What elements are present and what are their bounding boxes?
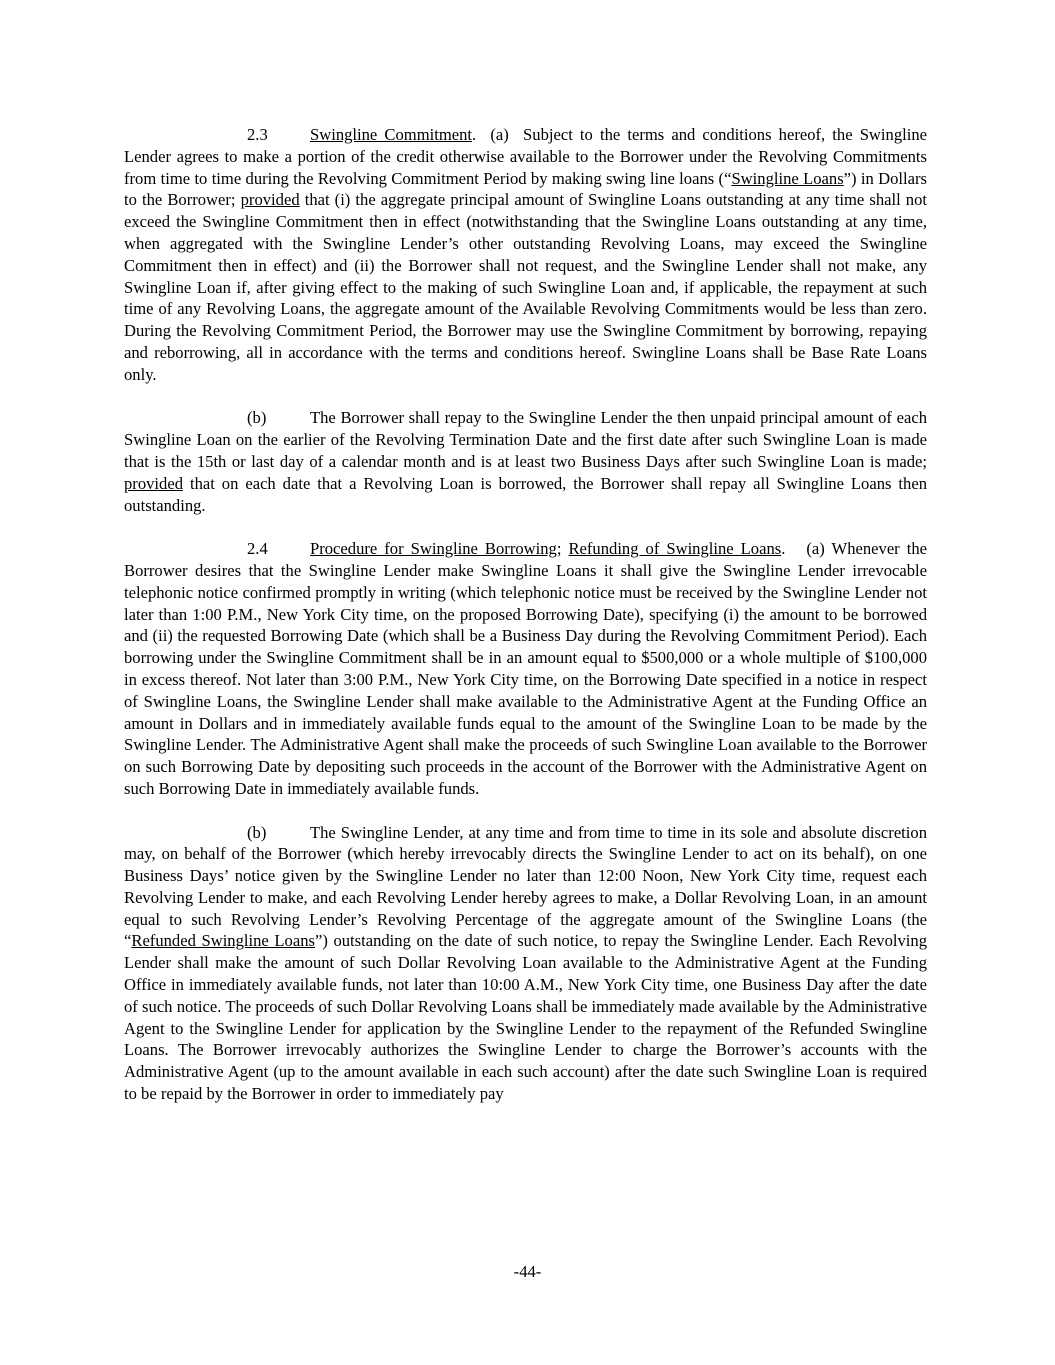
section-heading: Refunding of Swingline Loans — [568, 539, 782, 559]
paragraph-text: The Swingline Lender, at any time and from time to time in its sole and absolute discretion may, on behalf of the Borrower (which hereby irrevocably directs the Swingline Lender to act on its behalf), on one Business Days’ notice given by the Swingline Lender no later than 12:00 Noon, New York City time, request each Revolving Lender to make, and each Revolving Lender hereby agrees to make, a Dollar Revolving Loan, in an amount equal to such Revolving Lender’s Revolving Percentage of the aggregate amount of the Swingline Loans (the “ — [124, 822, 927, 951]
defined-term: Refunded Swingline Loans — [131, 931, 315, 951]
subsection-label: (b) — [247, 822, 267, 842]
defined-term: Swingline Loans — [731, 168, 844, 188]
subsection-label: (b) — [247, 408, 267, 428]
section-2-4-paragraph-b — [124, 822, 927, 1105]
section-2-4-paragraph-a: 2.4 Procedure for Swingline Borrowing; Refunding of Swingline Loans. (a) Whenever the Borrower desires that the Swingline Lender make Swingline Loans it shall give the Swingline Lender irrevocable telephonic notice confirmed promptly in writing (which telephonic notice must be received by the Swingline Lender not later than 1:00 P.M., New York City time, on the proposed Borrowing Date), specifying (i) the amount to be borrowed and (ii) the requested Borrowing Date (which shall be a Business Day during the Revolving Commitment Period). Each borrowing under the Swingline Commitment shall be in an amount equal to $500,000 or a whole multiple of $100,000 in excess thereof. Not later than 3:00 P.M., New York City time, on the Borrowing Date specified in a notice in respect of Swingline Loans, the Swingline Lender shall make available to the Administrative Agent at the Funding Office an amount in Dollars and in immediately available funds equal to the amount of the Swingline Loan to be made by the Swingline Lender. The Administrative Agent shall make the proceeds of such Swingline Loan available to the Borrower on such Borrowing Date by depositing such proceeds in the account of the Borrower with the Administrative Agent on such Borrowing Date in immediately available funds. — [124, 539, 927, 798]
provided-term: provided — [240, 190, 300, 210]
document-body — [124, 124, 927, 1105]
section-2-3-paragraph-a: 2.3 Swingline Commitment. (a) Subject to the terms and conditions hereof, the Swingline Lender agrees to make a portion of the credit otherwise available to the Borrower under the Revolving Commitments from time to time during the Revolving Commitment Period by making swing line loans (“Swingline Loans”) in Dollars to the Borrower; provided that (i) the aggregate principal amount of Swingline Loans outstanding at any time shall not exceed the Swingline Commitment then in effect (notwithstanding that the Swingline Loans outstanding at any time, when aggregated with the Swingline Lender’s other outstanding Revolving Loans, may exceed the Swingline Commitment then in effect) and (ii) the Borrower shall not request, and the Swingline Lender shall not make, any Swingline Loan if, after giving effect to the making of such Swingline Loan and, if applicable, the repayment at such time of any Revolving Loans, the aggregate amount of the Available Revolving Commitments would be less than zero. During the Revolving Commitment Period, the Borrower may use the Swingline Commitment by borrowing, repaying and reborrowing, all in accordance with the terms and conditions hereof. Swingline Loans shall be Base Rate Loans only. — [124, 125, 927, 384]
section-number: 2.4 — [247, 539, 268, 559]
section-2-3-paragraph-b — [124, 407, 927, 516]
paragraph-text: ”) in Dollars to the Borrower; — [124, 168, 927, 210]
page-number: -44- — [513, 1262, 542, 1281]
paragraph-text: that on each date that a Revolving Loan is borrowed, the Borrower shall repay all Swingline Loans then outstanding. — [124, 473, 927, 515]
subsection-label: (a) — [490, 125, 509, 144]
paragraph-text: that (i) the aggregate principal amount of Swingline Loans outstanding at any time shall not exceed the Swingline Commitment then in effect (notwithstanding that the Swingline Loans outstanding at any time, when aggregated with the Swingline Lender’s other outstanding Revolving Loans, may exceed the Swingline Commitment then in effect) and (ii) the Borrower shall not request, and the Swingline Lender shall not make, any Swingline Loan if, after giving effect to the making of such Swingline Loan and, if applicable, the repayment at such time of any Revolving Loans, the aggregate amount of the Available Revolving Commitments would be less than zero. During the Revolving Commitment Period, the Borrower may use the Swingline Commitment by borrowing, repaying and reborrowing, all in accordance with the terms and conditions hereof. Swingline Loans shall be Base Rate Loans only. — [124, 190, 927, 384]
section-heading: Swingline Commitment — [310, 125, 472, 144]
paragraph-text: The Borrower shall repay to the Swingline Lender the then unpaid principal amount of each Swingline Loan on the earlier of the Revolving Termination Date and the first date after such Swingline Loan is made that is the 15th or last day of a calendar month and is at least two Business Days after such Swingline Loan is made; — [124, 408, 927, 471]
paragraph-text: Whenever the Borrower desires that the Swingline Lender make Swingline Loans it shall give the Swingline Lender irrevocable telephonic notice confirmed promptly in writing (which telephonic notice must be received by the Swingline Lender not later than 1:00 P.M., New York City time, on the proposed Borrowing Date), specifying (i) the amount to be borrowed and (ii) the requested Borrowing Date (which shall be a Business Day during the Revolving Commitment Period). Each borrowing under the Swingline Commitment shall be in an amount equal to $500,000 or a whole multiple of $100,000 in excess thereof. Not later than 3:00 P.M., New York City time, on the Borrowing Date specified in a notice in respect of Swingline Loans, the Swingline Lender shall make available to the Administrative Agent at the Funding Office an amount in Dollars and in immediately available funds equal to the amount of the Swingline Loan to be made by the Swingline Lender. The Administrative Agent shall make the proceeds of such Swingline Loan available to the Borrower on such Borrowing Date by depositing such proceeds in the account of the Borrower with the Administrative Agent on such Borrowing Date in immediately available funds. — [124, 539, 927, 798]
section-heading: Procedure for Swingline Borrowing — [310, 539, 557, 559]
heading-separator: ; — [556, 539, 569, 559]
paragraph-text: Subject to the terms and conditions hereof, the Swingline Lender agrees to make a portion of the credit otherwise available to the Borrower under the Revolving Commitments from time to time during the Revolving Commitment Period by making swing line loans (“ — [124, 125, 927, 188]
paragraph-text: ”) outstanding on the date of such notice, to repay the Swingline Lender. Each Revolving Lender shall make the amount of such Dollar Revolving Loan available to the Administrative Agent at the Funding Office in immediately available funds, not later than 10:00 A.M., New York City time, one Business Day after the date of such notice. The proceeds of such Dollar Revolving Loans shall be immediately made available by the Administrative Agent to the Swingline Lender for application by the Swingline Lender to the repayment of the Refunded Swingline Loans. The Borrower irrevocably authorizes the Swingline Lender to charge the Borrower’s accounts with the Administrative Agent (up to the amount available in each such account) after the date such Swingline Loan is required to be repaid by the Borrower in order to immediately pay — [124, 931, 927, 1104]
provided-term: provided — [124, 473, 183, 493]
section-number: 2.3 — [247, 125, 268, 144]
subsection-label: (a) — [806, 539, 825, 559]
